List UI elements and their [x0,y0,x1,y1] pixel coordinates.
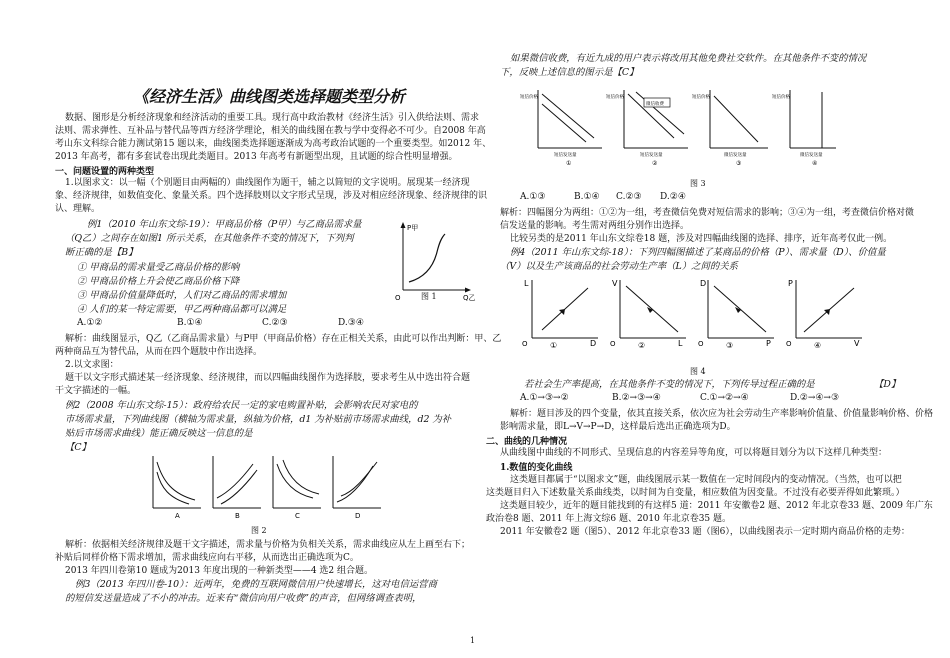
analysis-line: 解析：四幅图分为两组：①②为一组，考查微信免费对短信需求的影响；③④为一组，考查微信价格对微 [500,208,915,218]
figure-2 [149,452,389,520]
fig3-4-y-label: 短信价格 [772,95,790,100]
body-line: 这类题目都属于“以图求文”题，曲线图展示某一数值在一定时间段内的变动情况。（当然，也可以把 [510,475,902,485]
example-2-stem: 市场需求量，下列曲线图（横轴为需求量，纵轴为价格，d1 为补贴前市场需求曲线，d2 为补 [65,414,452,425]
fig2-a-d1 [157,462,195,500]
fig2-c-d2 [283,460,319,494]
fig1-x-arrow [465,288,471,293]
body-line: 政治卷8 题、2011 年上海文综6 题、2010 年北京卷35 题。 [486,514,732,524]
fig4-2-arrow [647,307,653,313]
figure-1-caption: 图 1 [421,292,437,301]
fig4-3-origin: O [698,340,704,348]
fig4-3-arrow [735,307,741,313]
fig3-num-2: ② [652,160,658,167]
fig2-label-c: C [295,512,300,520]
subsection-heading: 1.数值的变化曲线 [500,463,573,473]
section-heading: 一、问题设置的两种类型 [55,167,155,177]
body-line: 这类题目归入下述数量关系曲线类，以时间为自变量，相应数值为因变量。不过没有必要弄得如此繁琐。） [486,488,905,498]
intro-line: 法则、需求弹性、互补品与替代品等西方经济学理论，相关的曲线图在教与学中变得必不可少。自2008 年高 [55,126,486,136]
intro-line: 2013 年高考，都有多套试卷出现此类题目。2013 年高考有新题型出现，且试题的综合性明显增强。 [55,152,458,162]
example-2-stem: 例2（2008 年山东文综-15）：政府给农民一定的家电购置补贴，会影响农民对家电的 [65,400,418,411]
example-1-stem: 例1（2010 年山东文综-19）：甲商品价格（P甲）与乙商品需求量 [87,219,362,230]
example-2-stem: 贴后市场需求曲线）能正确反映这一信息的是 [65,428,253,439]
analysis-line: 解析：曲线图显示，Q乙（乙商品需求量）与P甲（甲商品价格）存在正相关关系，由此可以作出判断：甲、乙 [65,334,502,344]
body-line: 题干以文字形式描述某一经济现象、经济规律，而以四幅曲线图作为选择肢，要求考生从中选出符合题 [65,373,471,383]
choice-c: C.②③ [262,318,288,328]
fig3-2-y-label: 短信价格 [606,95,624,100]
example-2-answer: 【C】 [65,442,91,453]
fig4-3-y-label: D [700,279,707,288]
page-number: 1 [470,636,476,645]
fig3-panel-4 [772,90,836,167]
example-1-stem: （Q乙）之间存在如图1 所示关系，在其他条件不变的情况下，下列判 [65,233,354,244]
choice-b: B.①④ [177,318,203,328]
fig4-panel-4 [786,279,862,350]
fig3-panel-1 [520,90,602,167]
fig4-1-x-label: D [590,339,597,348]
figure-4-caption: 图 4 [690,367,706,376]
body-line: 2011 年安徽卷2 题（图5）、2012 年北京卷33 题（图6），以曲线图表示一定时期内商品价格的走势： [500,527,910,537]
fig4-4-num: ④ [814,341,822,350]
analysis-line: 影响需求量，即L→V→P→D，这样最后选出正确选项为D。 [500,422,736,432]
choice-c: C.②③ [616,192,642,202]
fig2-label-b: B [235,512,240,520]
fig4-3-num: ③ [726,341,734,350]
fig3-1-x-label: 短信发送量 [554,153,577,158]
fig4-1-origin: O [522,340,528,348]
fig1-origin: O [395,294,401,302]
example-3-stem: 如果微信收费，有近九成的用户表示将改用其他免费社交软件。在其他条件不变的情况 [510,53,867,64]
example-4-stem: （V）以及生产该商品的社会劳动生产率（L）之间的关系 [500,261,738,272]
fig4-4-origin: O [786,340,792,348]
analysis-line: 2013 年四川卷第10 题成为2013 年度出现的一种新类型——4 选2 组合题。 [65,566,374,576]
figure-3 [510,84,840,168]
fig3-3-line [714,96,758,142]
analysis-line: 解析：依据相关经济规律及题干文字描述，需求量与价格为负相关关系，需求曲线应从左上画至右下； [65,540,471,550]
body-line: 从曲线图中曲线的不同形式、呈现信息的内容差异等角度，可以将题目划分为以下这样几种类型： [500,448,888,458]
analysis-line: 信发送量的影响。考生需对两组分别作出选择。 [500,221,690,231]
fig2-panel-b [213,456,261,520]
fig2-d-d2 [341,462,377,496]
choice-d: D.②→④→③ [790,393,840,403]
fig3-4-x-label: 微信发送量 [800,153,823,158]
choice-d: D.②④ [660,192,686,202]
body-line: 认、理解。 [55,204,101,214]
fig3-1-line1 [542,94,594,138]
fig4-1-num: ① [550,341,558,350]
fig4-panel-3 [698,279,774,350]
fig2-label-a: A [175,512,180,520]
fig4-panel-2 [610,279,686,350]
figure-2-caption: 图 2 [251,526,267,535]
fig4-1-y-label: L [524,279,529,288]
analysis-line: 解析：题目涉及的四个变量，依其直接关系，依次应为社会劳动生产率影响价值量、价值量影响价格、价格 [510,409,934,419]
choice-c: C.①→②→④ [700,393,749,403]
fig4-panel-1 [522,279,598,350]
choice-a: A.①→③→② [520,393,569,403]
choice-a: A.①② [77,318,103,328]
analysis-line: 补贴后同样价格下需求增加，需求曲线应向右平移，从而选出正确选项为C。 [55,553,359,563]
fig3-1-y-label: 短信价格 [520,95,538,100]
example-4-stem: 例4（2011 年山东文综-18）：下列四幅图描述了某商品的价格（P）、需求量（D）、价值量 [510,247,886,258]
fig3-num-4: ④ [812,160,818,167]
fig2-panel-a [153,456,201,520]
fig4-2-origin: O [610,340,616,348]
fig2-panel-d [333,456,381,520]
example-1-stem: 断正确的是【B】 [65,247,138,258]
fig4-4-x-label: V [854,339,860,348]
fig2-b-d2 [221,470,257,504]
choice-b: B.②→③→④ [612,393,661,403]
example-1-option: ② 甲商品价格上升会使乙商品价格下降 [77,276,240,287]
example-3-stem: 的短信发送量造成了不小的冲击。近来有“微信向用户收费”的声音，但网络调查表明， [65,593,422,604]
fig4-3-x-label: P [766,339,771,348]
fig3-2-box-label: 微信收费 [646,102,664,107]
page-title: 《经济生活》曲线图类选择题类型分析 [133,87,406,106]
fig3-panel-2 [606,90,688,167]
body-line: 2.以文求图： [65,360,119,370]
fig3-num-1: ① [566,160,572,167]
fig4-3-line [714,286,766,332]
fig4-2-y-label: V [612,279,618,288]
example-3-answer: 下，反映上述信息的图示是【C】 [500,67,639,78]
fig4-2-line [626,286,678,332]
body-line: 象、经济规律，如数值变化、象量关系。四个选择肢则以文字形式呈现，涉及对相应经济现象、经济规律的识 [55,191,488,201]
intro-line: 考山东文科综合能力测试第15 题以来，曲线图类选择题逐渐成为高考政治试题的一个重要类型。如2012 年、 [55,139,492,149]
fig2-label-d: D [355,512,361,520]
body-line: 1.以图求文：以一幅（个别题目由两幅的）曲线图作为题干，辅之以简短的文字说明。展现某一经济现 [65,178,470,188]
intro-line: 数据、图形是分析经济现象和经济活动的重要工具。现行高中政治教材《经济生活》引入供给法则、需求 [65,113,480,123]
fig2-panel-c [273,456,321,520]
example-1-option: ③ 甲商品价值量降低时，人们对乙商品的需求增加 [77,290,287,301]
example-1-option: ④ 人们的某一特定需要，甲乙两种商品都可以满足 [77,304,287,315]
figure-3-caption: 图 3 [690,179,706,188]
fig3-2-x-label: 短信发送量 [640,153,663,158]
example-1-option: ① 甲商品的需求量受乙商品价格的影响 [77,262,240,273]
choice-a: A.①③ [520,192,546,202]
fig2-d-d1 [337,466,373,502]
section-heading: 二、曲线的几种情况 [486,437,568,447]
choice-d: D.③④ [338,318,364,328]
fig3-panel-3 [692,90,768,167]
example-4-answer: 【D】 [874,379,901,390]
fig3-3-x-label: 微信发送量 [724,153,747,158]
fig1-x-label: Q乙 [463,294,476,302]
body-line: 干文字描述的一幅。 [55,386,137,396]
fig1-y-label: P甲 [407,224,419,232]
fig1-curve [409,234,445,282]
analysis-line: 比较另类的是2011 年山东文综卷18 题，涉及对四幅曲线图的选择、排序，近年高考仅此一例。 [510,234,893,244]
fig4-2-num: ② [638,341,646,350]
body-line: 这类题目较少，近年的题目能找到的有这样5 道：2011 年安徽卷2 题、2012 年北京卷33 题、2009 年广东 [500,501,933,511]
example-3-stem: 例3（2013 年四川卷-10）：近两年，免费的互联网微信用户快速增长，这对电信运营商 [75,579,437,590]
fig4-2-x-label: L [678,339,683,348]
fig2-a-d2 [157,472,189,504]
fig3-num-3: ③ [736,160,742,167]
fig3-3-y-label: 短信价格 [692,95,710,100]
figure-4 [520,276,880,352]
analysis-line: 两种商品互为替代品，从而在四个题肢中作出选择。 [55,347,263,357]
example-4-question: 若社会生产率提高，在其他条件不变的情况下，下列传导过程正确的是 [524,379,815,390]
fig1-y-arrow [401,222,406,228]
choice-b: B.①④ [574,192,600,202]
fig3-1-line2 [542,104,586,142]
fig4-4-y-label: P [788,279,793,288]
